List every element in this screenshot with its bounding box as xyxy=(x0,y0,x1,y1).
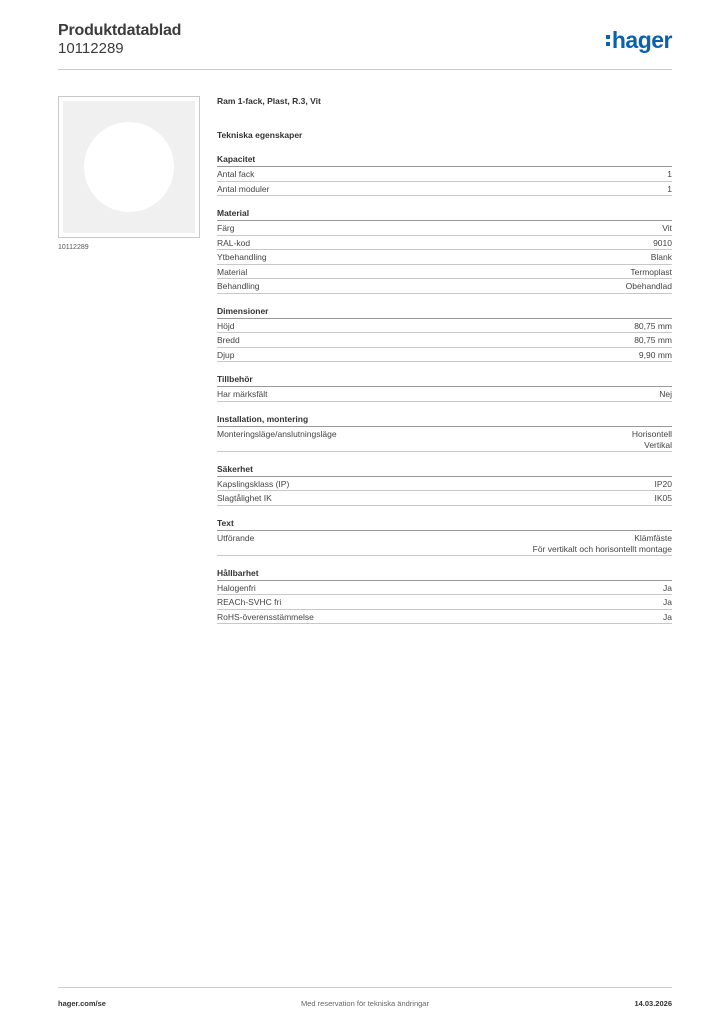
spec-value: Vertikal xyxy=(644,439,672,450)
spec-values xyxy=(655,493,673,505)
spec-label: Antal fack xyxy=(217,169,255,179)
spec-values xyxy=(663,583,672,595)
spec-value: 80,75 mm xyxy=(634,320,672,331)
section-title: Material xyxy=(217,208,672,221)
spec-section xyxy=(217,414,672,452)
spec-row xyxy=(217,333,672,348)
spec-value: Ja xyxy=(663,611,672,622)
spec-value: IP20 xyxy=(654,478,672,489)
spec-section xyxy=(217,518,672,556)
spec-values xyxy=(634,335,672,347)
spec-label: Har märksfält xyxy=(217,389,268,399)
spec-label: Material xyxy=(217,266,248,277)
section-title: Text xyxy=(217,518,672,531)
spec-section xyxy=(217,154,672,196)
spec-label: Halogenfri xyxy=(217,582,256,593)
spec-value: Blank xyxy=(650,252,672,262)
spec-values xyxy=(533,533,672,555)
spec-label: REACh-SVHC fri xyxy=(217,597,282,607)
spec-row xyxy=(217,531,672,556)
spec-values xyxy=(659,389,672,401)
spec-row xyxy=(217,265,672,280)
spec-values xyxy=(667,184,672,196)
spec-values xyxy=(663,612,672,624)
spec-label: Antal moduler xyxy=(217,183,270,194)
spec-value: 80,75 mm xyxy=(634,335,672,345)
spec-label: Färg xyxy=(217,223,235,233)
spec-label: RAL-kod xyxy=(217,237,251,248)
frame-picture xyxy=(63,101,195,233)
hager-logo xyxy=(606,27,672,54)
spec-value: Ja xyxy=(663,597,672,607)
spec-value: Horisontell xyxy=(631,428,672,439)
spec-values xyxy=(626,281,672,293)
page-header xyxy=(58,22,672,70)
spec-row xyxy=(217,167,672,182)
spec-row xyxy=(217,182,672,197)
spec-value: Vit xyxy=(662,223,672,233)
spec-values xyxy=(632,429,672,451)
spec-values xyxy=(667,169,672,181)
spec-value: Obehandlad xyxy=(625,281,672,291)
spec-content xyxy=(217,96,672,624)
section-title: Säkerhet xyxy=(217,464,672,477)
page-footer xyxy=(58,987,672,1011)
spec-values xyxy=(630,267,672,279)
spec-value: 9,90 mm xyxy=(638,349,672,360)
spec-values xyxy=(662,223,672,235)
document-number: 10112289 xyxy=(58,40,124,57)
spec-row xyxy=(217,221,672,236)
spec-row xyxy=(217,250,672,265)
spec-value: Termoplast xyxy=(630,266,672,277)
spec-value: 1 xyxy=(667,169,672,179)
spec-values xyxy=(651,252,672,264)
spec-row xyxy=(217,319,672,334)
spec-label: Behandling xyxy=(217,281,260,291)
specs-heading: Tekniska egenskaper xyxy=(217,130,303,140)
spec-row xyxy=(217,427,672,452)
section-title: Installation, montering xyxy=(217,414,672,427)
spec-row xyxy=(217,491,672,506)
spec-row xyxy=(217,279,672,294)
spec-label: Utförande xyxy=(217,532,255,543)
spec-values xyxy=(655,479,673,491)
spec-label: Bredd xyxy=(217,335,240,345)
footer-date: 14.03.2026 xyxy=(634,999,672,1008)
document-title: Produktdatablad xyxy=(58,22,182,39)
spec-row xyxy=(217,477,672,492)
section-title: Dimensioner xyxy=(217,306,672,319)
spec-values xyxy=(639,350,672,362)
spec-label: Slagtålighet IK xyxy=(217,493,272,503)
frame-opening xyxy=(84,122,174,212)
spec-row xyxy=(217,581,672,596)
section-title: Tillbehör xyxy=(217,374,672,387)
spec-row xyxy=(217,610,672,625)
spec-value: För vertikalt och horisontellt montage xyxy=(532,543,672,554)
spec-section xyxy=(217,306,672,363)
spec-label: Ytbehandling xyxy=(217,252,267,262)
spec-section xyxy=(217,568,672,625)
spec-label: Djup xyxy=(217,349,235,360)
spec-label: RoHS-överensstämmelse xyxy=(217,611,314,622)
section-title: Hållbarhet xyxy=(217,568,672,581)
spec-value: Nej xyxy=(659,389,672,399)
spec-section xyxy=(217,374,672,402)
spec-value: 1 xyxy=(667,183,672,194)
spec-label: Kapslingsklass (IP) xyxy=(217,478,290,489)
spec-values xyxy=(634,321,672,333)
spec-values xyxy=(663,597,672,609)
footer-disclaimer: Med reservation för tekniska ändringar xyxy=(301,999,429,1008)
spec-value: 9010 xyxy=(653,237,672,248)
spec-row xyxy=(217,595,672,610)
spec-value: IK05 xyxy=(654,493,672,503)
spec-row xyxy=(217,236,672,251)
product-name: Ram 1-fack, Plast, R.3, Vit xyxy=(217,96,321,106)
spec-label: Höjd xyxy=(217,320,235,331)
section-title: Kapacitet xyxy=(217,154,672,167)
footer-website: hager.com/se xyxy=(58,999,106,1008)
spec-values xyxy=(653,238,672,250)
image-caption: 10112289 xyxy=(58,244,89,251)
logo-text: hager xyxy=(611,27,672,53)
spec-value: Klämfäste xyxy=(634,532,672,543)
spec-sections xyxy=(217,154,672,624)
logo-dots-icon xyxy=(606,35,610,46)
spec-label: Monteringsläge/anslutningsläge xyxy=(217,428,337,439)
spec-row xyxy=(217,387,672,402)
spec-value: Ja xyxy=(663,582,672,593)
spec-row xyxy=(217,348,672,363)
spec-section xyxy=(217,464,672,506)
spec-section xyxy=(217,208,672,294)
product-image xyxy=(58,96,200,238)
